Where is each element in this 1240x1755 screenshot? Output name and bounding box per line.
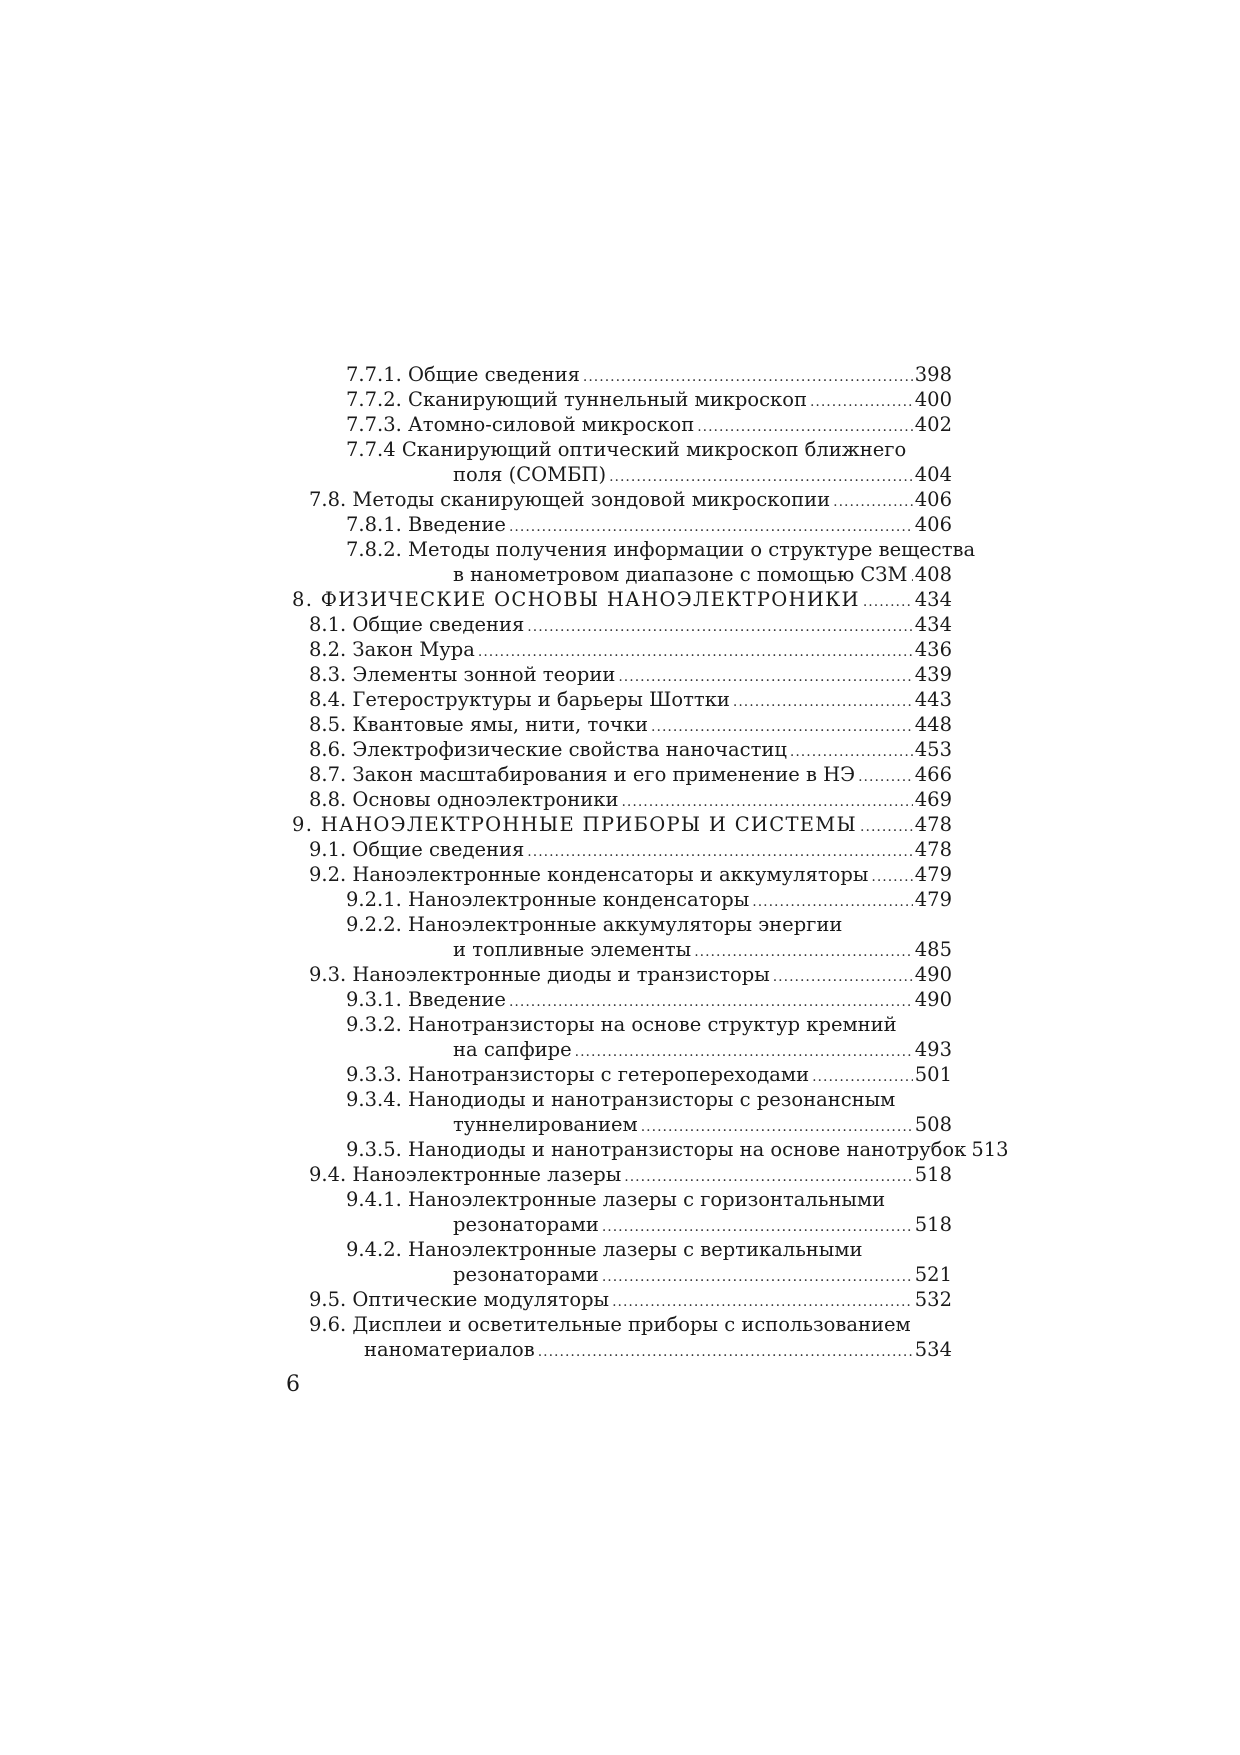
toc-entry-title-text: Закон масштабирования и его применение в НЭ [352,763,856,786]
toc-entry-page: 479 [914,863,952,886]
toc-entry-number: 7.7.2. [346,388,402,411]
toc-entry-page: 490 [914,988,952,1011]
toc-entry-number: 9.2.2. [346,913,402,936]
toc-entry-number: 9.5. [309,1288,347,1311]
toc-entry-continuation: резонаторами [453,1213,599,1236]
toc-entry-title-text: Дисплеи и осветительные приборы с использованием [352,1313,911,1336]
toc-entry-number: 8.5. [309,713,347,736]
toc-entry-number: 7.8.2. [346,538,402,561]
toc-entry-number: 9.4. [309,1163,347,1186]
toc-entry [292,787,952,812]
toc-entry [292,1187,952,1237]
table-of-contents [292,362,1009,1362]
toc-entry-title-text: Сканирующий туннельный микроскоп [408,388,807,411]
toc-entry-number: 9.2.1. [346,888,402,911]
toc-entry-title [346,412,694,437]
toc-entry-title-text: Введение [408,988,506,1011]
toc-entry-title [309,712,648,737]
toc-entry-page: 508 [914,1113,952,1136]
toc-entry [292,812,952,837]
toc-entry-title-text: Наноэлектронные конденсаторы и аккумуляторы [352,863,869,886]
toc-entry-number: 9. [292,813,314,836]
toc-entry-title [309,687,730,712]
toc-entry-title [346,1062,809,1087]
toc-entry [292,687,952,712]
toc-entry-title [346,512,506,537]
toc-entry-title [346,987,506,1012]
toc-entry-title-text: Атомно-силовой микроскоп [408,413,695,436]
toc-entry-title-text: Наноэлектронные аккумуляторы энергии [408,913,843,936]
toc-entry-page: 518 [914,1213,952,1236]
toc-entry-page: 406 [914,488,952,511]
toc-entry-page: 434 [914,613,952,636]
page-number: 6 [286,1372,300,1397]
toc-entry-number: 9.3. [309,963,347,986]
toc-entry-page: 404 [914,463,952,486]
toc-entry [292,912,952,962]
toc-entry-number: 8.1. [309,613,347,636]
toc-entry-title-text: Методы сканирующей зондовой микроскопии [352,488,831,511]
toc-entry-title-text: Общие сведения [408,363,580,386]
toc-entry [292,387,952,412]
toc-entry-page: 518 [914,1163,952,1186]
toc-entry-title-text: Закон Мура [352,638,475,661]
toc-entry-page: 490 [914,963,952,986]
toc-entry-title [346,887,749,912]
toc-entry-continuation: в нанометровом диапазоне с помощью СЗМ [453,563,908,586]
toc-entry-title [309,862,868,887]
toc-entry [292,1162,952,1187]
toc-entry-title [309,662,615,687]
toc-entry-page: 406 [914,513,952,536]
toc-entry [292,762,952,787]
toc-entry [292,837,952,862]
toc-entry-title-text: Нанотранзисторы на основе структур кремний [408,1013,897,1036]
toc-entry-title [309,762,855,787]
toc-entry-number: 8.4. [309,688,347,711]
toc-entry-title-text: Элементы зонной теории [352,663,616,686]
toc-entry-title [292,812,857,837]
toc-entry [292,637,952,662]
toc-entry-page: 439 [914,663,952,686]
toc-entry-number: 9.3.3. [346,1063,402,1086]
toc-entry-title-text: Основы одноэлектроники [352,788,619,811]
toc-entry-number: 7.8. [309,488,347,511]
toc-entry-title [346,1137,966,1162]
toc-entry [292,887,952,912]
toc-entry-title [309,1287,609,1312]
toc-entry-title [309,612,524,637]
toc-entry-number: 9.3.4. [346,1088,402,1111]
toc-entry-number: 9.3.2. [346,1013,402,1036]
toc-entry-title [346,387,807,412]
toc-entry [292,362,952,387]
toc-entry [292,862,952,887]
toc-entry-number: 9.4.1. [346,1188,402,1211]
toc-entry-title [309,487,830,512]
toc-entry-page: 398 [914,363,952,386]
toc-entry-page: 402 [914,413,952,436]
toc-entry-number: 9.1. [309,838,347,861]
toc-entry-number: 7.7.1. [346,363,402,386]
toc-entry-title-text: Нанодиоды и нанотранзисторы на основе нанотрубок [408,1138,967,1161]
toc-entry-title-text: Наноэлектронные лазеры [352,1163,622,1186]
toc-entry-number: 8.6. [309,738,347,761]
toc-entry-number: 9.3.5. [346,1138,402,1161]
toc-entry [292,487,952,512]
toc-entry-title-text: Наноэлектронные лазеры с вертикальными [408,1238,863,1261]
toc-entry [292,437,952,487]
toc-entry-title [346,537,975,562]
toc-entry-title [309,637,475,662]
toc-entry-page: 400 [914,388,952,411]
toc-entry-page: 493 [914,1038,952,1061]
toc-entry [292,587,952,612]
toc-entry-title-text: Квантовые ямы, нити, точки [352,713,649,736]
toc-entry [292,737,952,762]
toc-entry-number: 9.6. [309,1313,347,1336]
toc-entry-continuation: и топливные элементы [453,938,692,961]
toc-entry-page: 501 [914,1063,952,1086]
toc-entry-number: 9.3.1. [346,988,402,1011]
toc-entry-title [346,437,906,462]
toc-entry-page: 436 [914,638,952,661]
toc-entry [292,1062,952,1087]
toc-entry-title-text: Нанодиоды и нанотранзисторы с резонансным [408,1088,896,1111]
toc-entry [292,962,952,987]
toc-entry-title [346,1187,885,1212]
toc-entry-title-text: Нанотранзисторы с гетеропереходами [408,1063,810,1086]
toc-entry [292,512,952,537]
toc-entry-page: 532 [914,1288,952,1311]
toc-entry [292,537,976,587]
toc-entry-page: 448 [914,713,952,736]
toc-entry-title [309,962,770,987]
toc-entry-continuation: туннелированием [453,1113,638,1136]
toc-entry-continuation: наноматериалов [364,1338,535,1361]
toc-entry-title-text: Электрофизические свойства наночастиц [352,738,787,761]
toc-entry-number: 8.2. [309,638,347,661]
toc-entry-title [292,587,860,612]
toc-entry-title-text: Гетероструктуры и барьеры Шоттки [352,688,730,711]
toc-entry-page: 443 [914,688,952,711]
toc-entry [292,1012,952,1062]
toc-entry-title-text: НАНОЭЛЕКТРОННЫЕ ПРИБОРЫ И СИСТЕМЫ [320,813,858,836]
toc-entry-title [346,362,580,387]
toc-entry-number: 9.4.2. [346,1238,402,1261]
toc-entry-title-text: Наноэлектронные лазеры с горизонтальными [408,1188,886,1211]
toc-entry-number: 8.8. [309,788,347,811]
toc-entry-leader [538,1340,913,1365]
toc-entry-title [309,787,618,812]
toc-entry-continuation: резонаторами [453,1263,599,1286]
toc-entry-title [346,1237,863,1262]
toc-entry-page: 534 [914,1338,952,1361]
toc-entry [292,412,952,437]
toc-entry-number: 8. [292,588,314,611]
toc-entry-title-text: Наноэлектронные диоды и транзисторы [352,963,770,986]
toc-entry-title-text: ФИЗИЧЕСКИЕ ОСНОВЫ НАНОЭЛЕКТРОНИКИ [320,588,860,611]
toc-entry [292,612,952,637]
toc-entry-title-text: Наноэлектронные конденсаторы [408,888,750,911]
toc-entry-page: 478 [914,813,952,836]
toc-entry-number: 8.3. [309,663,347,686]
toc-entry-title [346,912,842,937]
toc-entry-title [346,1087,895,1112]
toc-entry-continuation: на сапфире [453,1038,572,1061]
toc-entry-page: 485 [914,938,952,961]
toc-entry [292,1287,952,1312]
toc-entry-title [309,1312,911,1337]
toc-entry-continuation: поля (СОМБП) [453,463,607,486]
toc-entry-title [346,1012,897,1037]
toc-entry [292,1137,1009,1162]
toc-entry-number: 9.2. [309,863,347,886]
toc-entry-page: 466 [914,763,952,786]
toc-entry-number: 8.7. [309,763,347,786]
toc-entry-title-text: Введение [408,513,506,536]
toc-entry-page: 469 [914,788,952,811]
toc-entry [292,987,952,1012]
toc-entry-title [309,837,524,862]
toc-entry-number: 7.7.3. [346,413,402,436]
toc-entry-title-text: Методы получения информации о структуре вещества [408,538,976,561]
toc-entry-title-text: Общие сведения [352,613,525,636]
toc-entry [292,1237,952,1287]
toc-entry-page: 513 [971,1138,1009,1161]
toc-entry-page: 478 [914,838,952,861]
toc-entry [292,1087,952,1137]
toc-entry-page: 408 [914,563,952,586]
toc-entry-page: 453 [914,738,952,761]
toc-entry-page: 479 [914,888,952,911]
toc-entry-title-text: Сканирующий оптический микроскоп ближнего [401,438,907,461]
toc-entry-title [309,737,787,762]
toc-entry [292,712,952,737]
toc-entry [292,662,952,687]
toc-entry-title-text: Оптические модуляторы [352,1288,610,1311]
toc-entry-title [309,1162,621,1187]
toc-entry-title-text: Общие сведения [352,838,525,861]
toc-entry-number: 7.7.4 [346,438,396,461]
toc-entry-page: 434 [914,588,952,611]
toc-entry-number: 7.8.1. [346,513,402,536]
toc-entry-page: 521 [914,1263,952,1286]
toc-entry [292,1312,952,1362]
